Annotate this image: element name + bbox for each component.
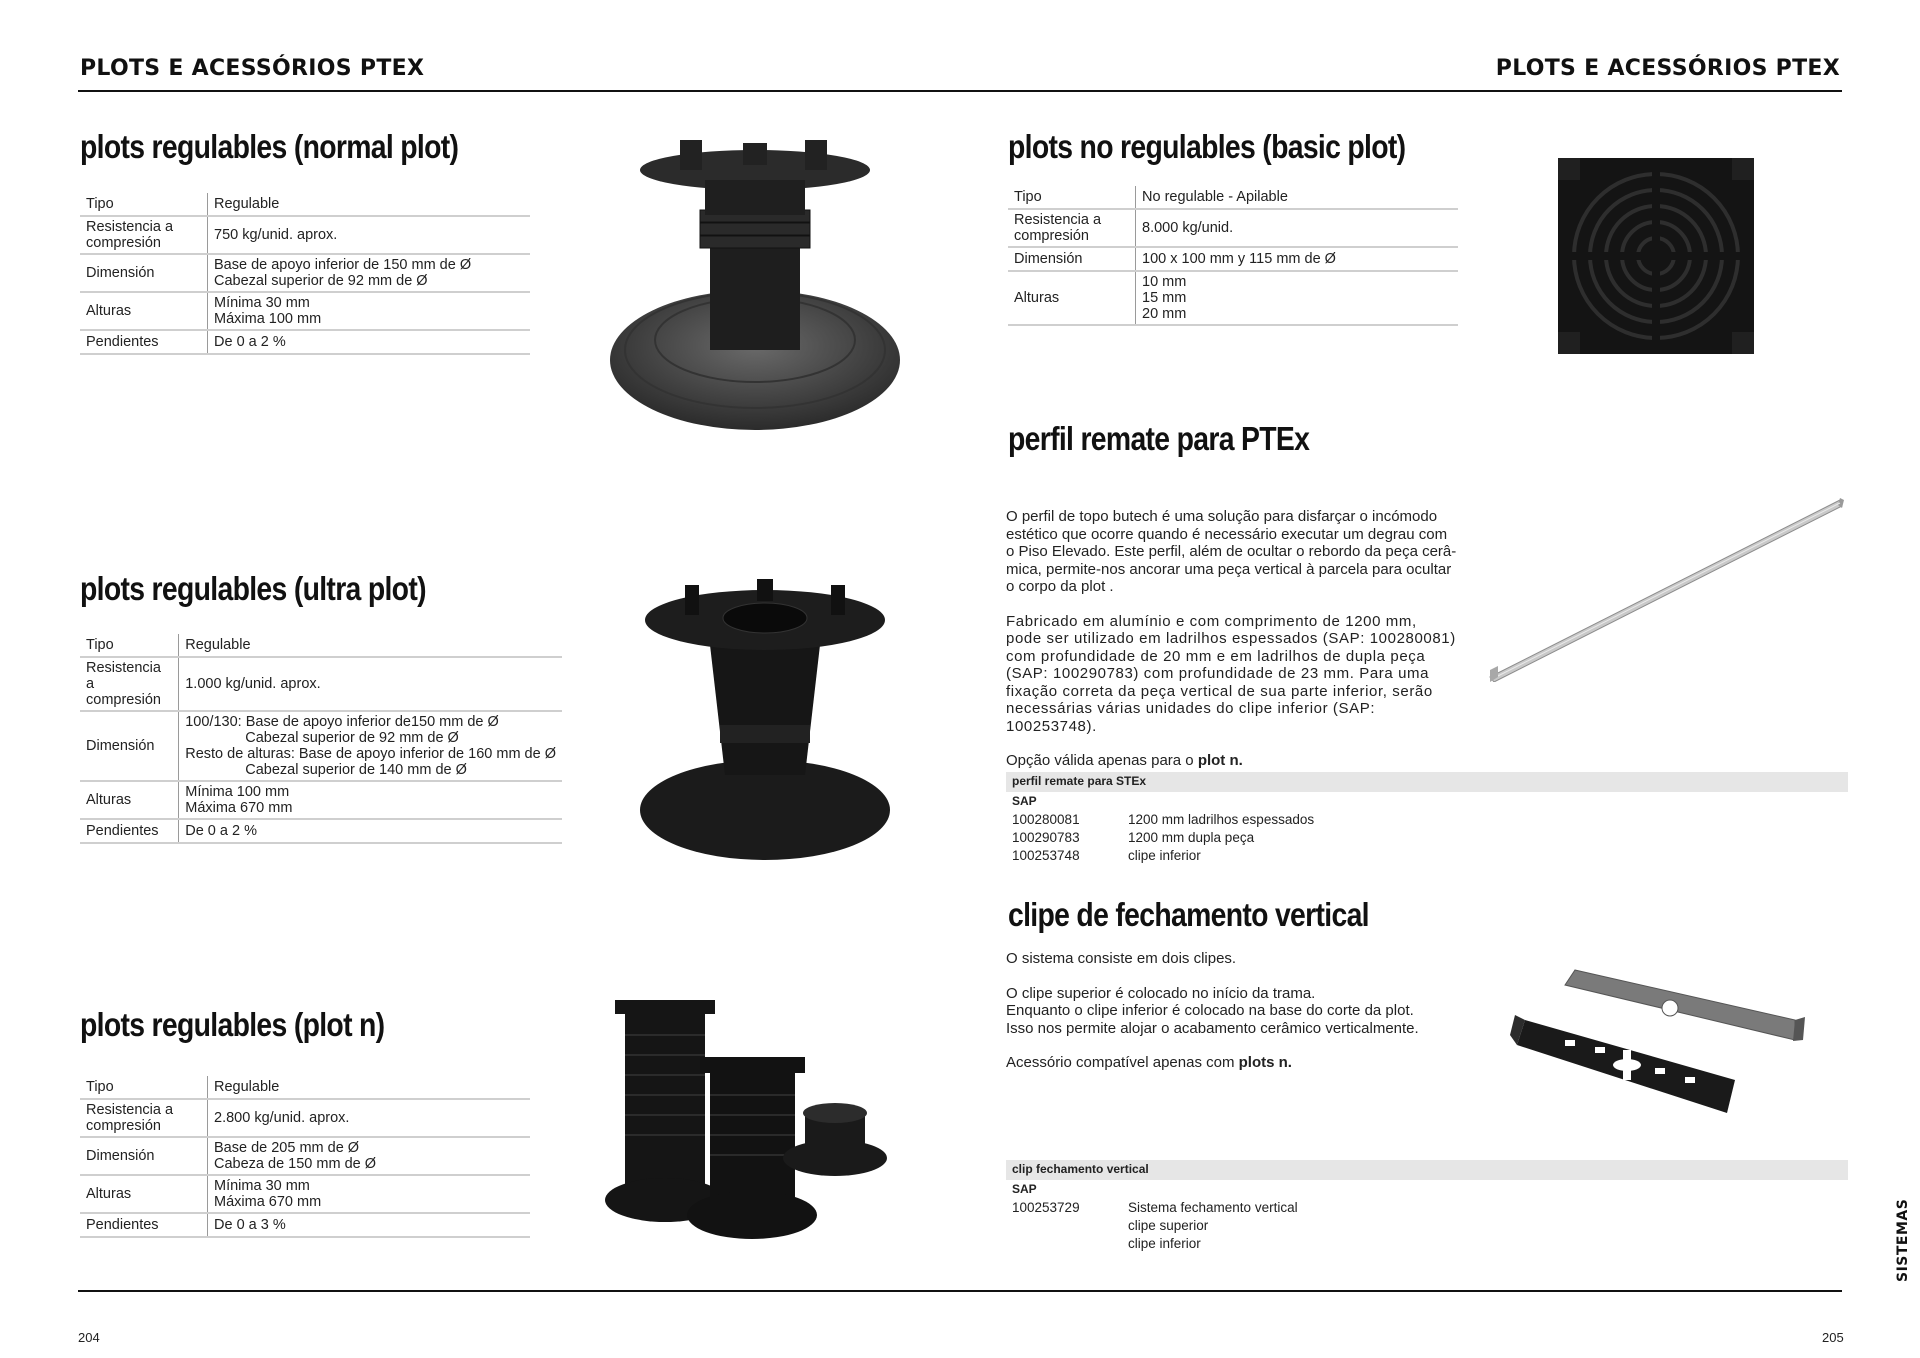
spec-value-line: Cabezal superior de 92 mm de Ø (214, 273, 428, 289)
spec-key-line: Resistencia a (1014, 212, 1102, 228)
spec-key (80, 292, 208, 330)
spec-value (208, 1175, 531, 1213)
spec-row (1008, 247, 1458, 271)
spec-key (80, 1175, 208, 1213)
spec-key-line: Alturas (86, 1186, 132, 1202)
spec-row (80, 1137, 530, 1175)
sap-code: 100280081 (1012, 812, 1080, 827)
sap-code: 100253748 (1012, 848, 1080, 863)
spec-value-line: No regulable - Apilable (1142, 189, 1288, 205)
perfil-description (1006, 508, 1466, 787)
spec-key-line: Pendientes (86, 823, 159, 839)
spec-value-line: 8.000 kg/unid. (1142, 220, 1234, 236)
spec-value (1136, 271, 1459, 325)
text-line: necessárias várias unidades do clipe inferior (SAP: 100253748). (1006, 700, 1376, 735)
spec-row (80, 216, 530, 254)
spec-key (80, 819, 179, 843)
spec-value-line: Base de apoyo inferior de 150 mm de Ø (214, 257, 472, 273)
clip-table-title: clip fechamento vertical (1006, 1160, 1848, 1180)
spec-key (1008, 271, 1136, 325)
spec-key-line: Alturas (86, 303, 132, 319)
spec-key-line: Dimensión (86, 738, 155, 754)
text-line: (SAP: 100290783) com profundidade de 23 mm. Para uma (1006, 665, 1430, 682)
perfil-table-title: perfil remate para STEx (1006, 772, 1848, 792)
ultra-plot-title: plots regulables (ultra plot) (80, 570, 426, 607)
perfil-note: Opção válida apenas para o (1006, 752, 1198, 769)
spec-value-line: 15 mm (1142, 290, 1187, 306)
spec-row (80, 1076, 530, 1099)
spec-key (80, 254, 208, 292)
spec-value-line: Cabeza de 150 mm de Ø (214, 1156, 377, 1172)
spec-value (179, 711, 562, 781)
spec-key-line: Tipo (86, 196, 114, 212)
spec-key (80, 216, 208, 254)
spec-value (208, 330, 531, 354)
spec-key-line: Tipo (1014, 189, 1042, 205)
spec-value-line: Máxima 100 mm (214, 311, 322, 327)
normal-plot-spec-table (80, 193, 530, 355)
spec-value-line: 100 x 100 mm y 115 mm de Ø (1142, 251, 1336, 267)
spec-key-line: compresión (86, 692, 161, 708)
spec-value-line: Máxima 670 mm (185, 800, 293, 816)
spec-value-line: 10 mm (1142, 274, 1187, 290)
spec-key-line: Alturas (86, 792, 132, 808)
ultra-plot-spec-table (80, 634, 562, 844)
spec-value-line: De 0 a 3 % (214, 1217, 286, 1233)
perfil-paragraph-1 (1006, 508, 1466, 596)
spec-value-line: De 0 a 2 % (185, 823, 257, 839)
spec-row (80, 781, 562, 819)
spec-value (208, 254, 531, 292)
text-line: estético que ocorre quando é necessário executar um degrau com (1006, 525, 1448, 543)
page-number-right: 205 (1822, 1330, 1844, 1345)
basic-plot-title: plots no regulables (basic plot) (1008, 128, 1406, 165)
side-tab-sistemas: SISTEMAS (1895, 1198, 1911, 1282)
spec-row (80, 1175, 530, 1213)
basic-plot-spec-table (1008, 186, 1458, 326)
spec-value-line: Cabezal superior de 92 mm de Ø (245, 730, 459, 746)
sap-description: Sistema fechamento vertical (1128, 1200, 1298, 1215)
header-left: PLOTS E ACESSÓRIOS PTEX (80, 56, 425, 81)
spec-key-line: Dimensión (1014, 251, 1083, 267)
text-line: fixação correta da peça vertical de sua parte inferior, serão (1006, 682, 1433, 700)
clip-description (1006, 950, 1476, 1089)
spec-value (208, 1099, 531, 1137)
plot-n-title: plots regulables (plot n) (80, 1006, 385, 1043)
spec-row (80, 657, 562, 711)
spec-row (80, 711, 562, 781)
spec-value-line: Base de 205 mm de Ø (214, 1140, 360, 1156)
clip-note: Acessório compatível apenas com (1006, 1054, 1239, 1071)
spec-key-line: Pendientes (86, 334, 159, 350)
clip-paragraph-3 (1006, 1054, 1476, 1072)
spec-value-line: Regulable (214, 1079, 280, 1095)
spec-value (1136, 186, 1459, 209)
spec-row (80, 1099, 530, 1137)
spec-key-line: Pendientes (86, 1217, 159, 1233)
spec-value-line: 2.800 kg/unid. aprox. (214, 1110, 350, 1126)
sap-description: clipe superior (1128, 1218, 1209, 1233)
spec-value-line: Regulable (185, 637, 251, 653)
spec-key (80, 711, 179, 781)
spec-key-line: Tipo (86, 1079, 114, 1095)
clip-sap-code: 100253729 (1012, 1200, 1080, 1215)
basic-plot-image (1558, 158, 1754, 354)
spec-value (208, 193, 531, 216)
perfil-sap-label: SAP (1012, 794, 1037, 808)
spec-key-line: Dimensión (86, 265, 155, 281)
spec-value-line: 1.000 kg/unid. aprox. (185, 676, 321, 692)
text-line: Fabricado em alumínio e com comprimento de 1200 mm, (1006, 612, 1417, 630)
spec-key (80, 1137, 208, 1175)
spec-value-line: 20 mm (1142, 306, 1187, 322)
spec-key (80, 634, 179, 657)
spec-value (208, 292, 531, 330)
spec-value (179, 657, 562, 711)
spec-row (1008, 209, 1458, 247)
perfil-note-bold: plot n. (1197, 752, 1243, 769)
spec-key (80, 330, 208, 354)
spec-row (1008, 271, 1458, 325)
spec-value (179, 781, 562, 819)
sap-description: clipe inferior (1128, 1236, 1201, 1251)
text-line: com profundidade de 20 mm e em ladrilhos de dupla peça (1006, 647, 1426, 665)
spec-key (1008, 247, 1136, 271)
spec-value (1136, 247, 1459, 271)
spec-key (80, 1213, 208, 1237)
spec-row (80, 292, 530, 330)
text-line: pode ser utilizado em ladrilhos espessados (SAP: 100280081) (1006, 630, 1456, 647)
header-right: PLOTS E ACESSÓRIOS PTEX (1495, 56, 1840, 81)
spec-value (208, 1076, 531, 1099)
clip-paragraph-2 (1006, 985, 1476, 1038)
spec-key (80, 1099, 208, 1137)
spec-value-line: Mínima 30 mm (214, 1178, 310, 1194)
sap-description: clipe inferior (1128, 848, 1201, 863)
spec-key-line: Dimensión (86, 1148, 155, 1164)
text-line: o corpo da plot . (1006, 578, 1114, 595)
spec-key (80, 193, 208, 216)
header-rule (78, 90, 1842, 92)
spec-key (80, 1076, 208, 1099)
plot-n-image (600, 995, 900, 1240)
spec-key-line: Tipo (86, 637, 114, 653)
spec-row (1008, 186, 1458, 209)
spec-row (80, 1213, 530, 1237)
clip-image (1505, 965, 1815, 1140)
spec-key (1008, 209, 1136, 247)
clip-note-bold: plots n. (1238, 1054, 1292, 1071)
sap-description: 1200 mm dupla peça (1128, 830, 1255, 845)
spec-value (208, 1213, 531, 1237)
text-line: o Piso Elevado. Este perfil, além de ocultar o rebordo da peça cerâ- (1006, 543, 1457, 560)
spec-row (80, 254, 530, 292)
spec-key-line: Resistencia a (86, 219, 174, 235)
ultra-plot-image (635, 575, 895, 865)
spec-key-line: Resistencia a (86, 1102, 174, 1118)
page-number-left: 204 (78, 1330, 100, 1345)
clip-title: clipe de fechamento vertical (1008, 896, 1369, 933)
spec-value-line: Resto de alturas: Base de apoyo inferior de 160 mm de Ø (185, 746, 556, 762)
text-line: Enquanto o clipe inferior é colocado na base do corte da plot. (1006, 1002, 1414, 1019)
normal-plot-image (605, 135, 905, 435)
text-line: O perfil de topo butech é uma solução para disfarçar o incómodo (1006, 508, 1438, 525)
spec-key (80, 657, 179, 711)
spec-value-line: Regulable (214, 196, 280, 212)
clip-sap-label: SAP (1012, 1182, 1037, 1196)
spec-row (80, 634, 562, 657)
perfil-paragraph-3 (1006, 752, 1466, 770)
spec-value-line: Máxima 670 mm (214, 1194, 322, 1210)
spec-row (80, 193, 530, 216)
text-line: Isso nos permite alojar o acabamento cerâmico verticalmente. (1006, 1019, 1419, 1037)
clip-paragraph-1: O sistema consiste em dois clipes. (1006, 950, 1237, 967)
spec-key-line: compresión (86, 1118, 161, 1134)
spec-value-line: Cabezal superior de 140 mm de Ø (245, 762, 467, 778)
spec-key-line: compresión (86, 235, 161, 251)
spec-value-line: Mínima 100 mm (185, 784, 290, 800)
footer-rule (78, 1290, 1842, 1292)
perfil-profile-image (1488, 492, 1844, 682)
spec-value-line: 750 kg/unid. aprox. (214, 227, 338, 243)
spec-value (1136, 209, 1459, 247)
spec-value (208, 1137, 531, 1175)
perfil-title: perfil remate para PTEx (1008, 420, 1310, 457)
spec-row (80, 330, 530, 354)
spec-row (80, 819, 562, 843)
spec-key (1008, 186, 1136, 209)
normal-plot-title: plots regulables (normal plot) (80, 128, 459, 165)
sap-description: 1200 mm ladrilhos espessados (1128, 812, 1315, 827)
spec-value-line: 100/130: Base de apoyo inferior de150 mm de Ø (185, 714, 499, 730)
spec-value (179, 634, 562, 657)
text-line: O clipe superior é colocado no início da trama. (1006, 984, 1316, 1002)
sap-code: 100290783 (1012, 830, 1080, 845)
perfil-paragraph-2 (1006, 613, 1466, 736)
spec-key-line: Resistencia a (86, 660, 161, 692)
plot-n-spec-table (80, 1076, 530, 1238)
spec-key-line: compresión (1014, 228, 1089, 244)
spec-key (80, 781, 179, 819)
spec-value (179, 819, 562, 843)
spec-value-line: Mínima 30 mm (214, 295, 310, 311)
text-line: mica, permite-nos ancorar uma peça vertical à parcela para ocultar (1006, 560, 1452, 578)
spec-value-line: De 0 a 2 % (214, 334, 286, 350)
spec-key-line: Alturas (1014, 290, 1060, 306)
spec-value (208, 216, 531, 254)
